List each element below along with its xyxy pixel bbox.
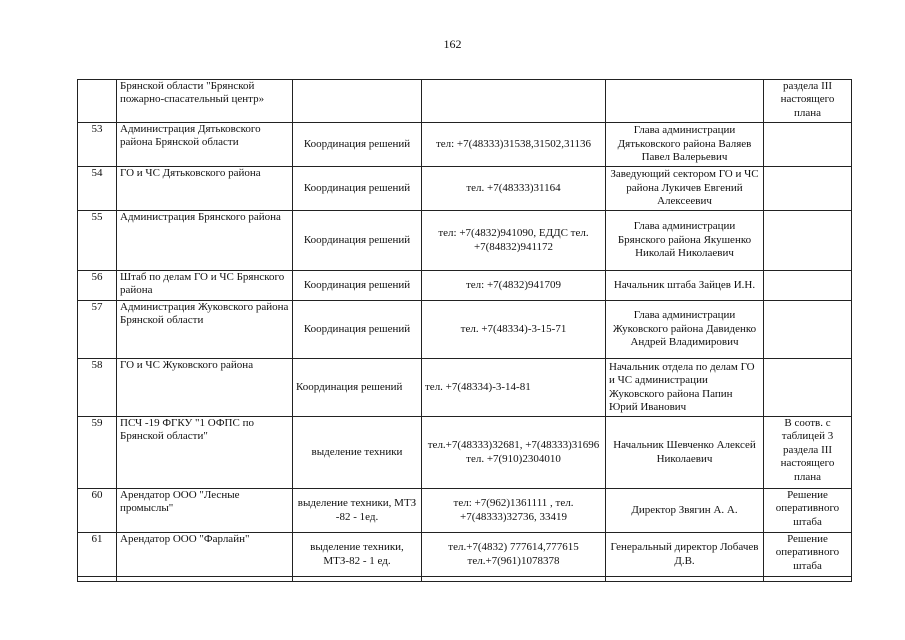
coordination-table [77, 79, 852, 582]
continuation-cell [293, 577, 422, 582]
table-row [78, 167, 852, 211]
row-number: 58 [78, 359, 117, 417]
organization-cell: ПСЧ -19 ФГКУ "1 ОФПС по Брянской области" [117, 417, 293, 489]
table-row [78, 301, 852, 359]
continuation-cell [606, 577, 764, 582]
table-row [78, 271, 852, 301]
action-cell: Координация решений [293, 167, 422, 211]
organization-cell: Администрация Жуковского района Брянской области [117, 301, 293, 359]
action-cell [293, 80, 422, 123]
note-cell: раздела III настоящего плана [764, 80, 852, 123]
note-cell [764, 123, 852, 167]
organization-cell: ГО и ЧС Дятьковского района [117, 167, 293, 211]
row-number: 56 [78, 271, 117, 301]
responsible-cell: Глава администрации Жуковского района Давиденко Андрей Владимирович [606, 301, 764, 359]
note-cell [764, 167, 852, 211]
table-row [78, 489, 852, 533]
phone-cell: тел. +7(48333)31164 [422, 167, 606, 211]
phone-cell: тел.+7(4832) 777614,777615 тел.+7(961)1078378 [422, 533, 606, 577]
action-cell: Координация решений [293, 359, 422, 417]
phone-cell [422, 80, 606, 123]
phone-cell: тел.+7(48333)32681, +7(48333)31696 тел. +7(910)2304010 [422, 417, 606, 489]
action-cell: выделение техники, МТЗ -82 - 1ед. [293, 489, 422, 533]
action-cell: выделение техники, МТЗ-82 - 1 ед. [293, 533, 422, 577]
row-number: 57 [78, 301, 117, 359]
note-cell [764, 211, 852, 271]
action-cell: Координация решений [293, 301, 422, 359]
note-cell: Решение оперативного штаба [764, 533, 852, 577]
table-row [78, 80, 852, 123]
responsible-cell: Начальник штаба Зайцев И.Н. [606, 271, 764, 301]
phone-cell: тел. +7(48334)-3-15-71 [422, 301, 606, 359]
action-cell: Координация решений [293, 123, 422, 167]
row-number: 53 [78, 123, 117, 167]
page-number: 162 [443, 37, 462, 51]
continuation-cell [764, 577, 852, 582]
phone-cell: тел: +7(4832)941709 [422, 271, 606, 301]
continuation-cell [117, 577, 293, 582]
responsible-cell: Глава администрации Брянского района Якушенко Николай Николаевич [606, 211, 764, 271]
responsible-cell: Генеральный директор Лобачев Д.В. [606, 533, 764, 577]
table-row [78, 359, 852, 417]
table-row [78, 211, 852, 271]
responsible-cell: Глава администрации Дятьковского района Валяев Павел Валерьевич [606, 123, 764, 167]
action-cell: выделение техники [293, 417, 422, 489]
organization-cell: Администрация Дятьковского района Брянской области [117, 123, 293, 167]
row-number: 60 [78, 489, 117, 533]
responsible-cell: Начальник Шевченко Алексей Николаевич [606, 417, 764, 489]
organization-cell: Арендатор ООО "Фарлайн" [117, 533, 293, 577]
action-cell: Координация решений [293, 271, 422, 301]
phone-cell: тел: +7(4832)941090, ЕДДС тел. +7(84832)941172 [422, 211, 606, 271]
table-row-continuation [78, 577, 852, 582]
note-cell [764, 271, 852, 301]
table-row [78, 533, 852, 577]
note-cell: В соотв. с таблицей 3 раздела III настоящего плана [764, 417, 852, 489]
organization-cell: Брянской области "Брянской пожарно-спасательный центр» [117, 80, 293, 123]
note-cell [764, 301, 852, 359]
phone-cell: тел. +7(48334)-3-14-81 [422, 359, 606, 417]
note-cell: Решение оперативного штаба [764, 489, 852, 533]
table-row [78, 123, 852, 167]
responsible-cell: Заведующий сектором ГО и ЧС района Лукичев Евгений Алексеевич [606, 167, 764, 211]
row-number: 61 [78, 533, 117, 577]
continuation-cell [78, 577, 117, 582]
row-number: 55 [78, 211, 117, 271]
organization-cell: ГО и ЧС Жуковского района [117, 359, 293, 417]
note-cell [764, 359, 852, 417]
table-row [78, 417, 852, 489]
row-number [78, 80, 117, 123]
row-number: 54 [78, 167, 117, 211]
responsible-cell: Директор Звягин А. А. [606, 489, 764, 533]
continuation-cell [422, 577, 606, 582]
responsible-cell: Начальник отдела по делам ГО и ЧС администрации Жуковского района Папин Юрий Иванович [606, 359, 764, 417]
organization-cell: Штаб по делам ГО и ЧС Брянского района [117, 271, 293, 301]
responsible-cell [606, 80, 764, 123]
organization-cell: Арендатор ООО "Лесные промыслы" [117, 489, 293, 533]
organization-cell: Администрация Брянского района [117, 211, 293, 271]
phone-cell: тел: +7(962)1361111 , тел. +7(48333)32736, 33419 [422, 489, 606, 533]
action-cell: Координация решений [293, 211, 422, 271]
phone-cell: тел: +7(48333)31538,31502,31136 [422, 123, 606, 167]
row-number: 59 [78, 417, 117, 489]
